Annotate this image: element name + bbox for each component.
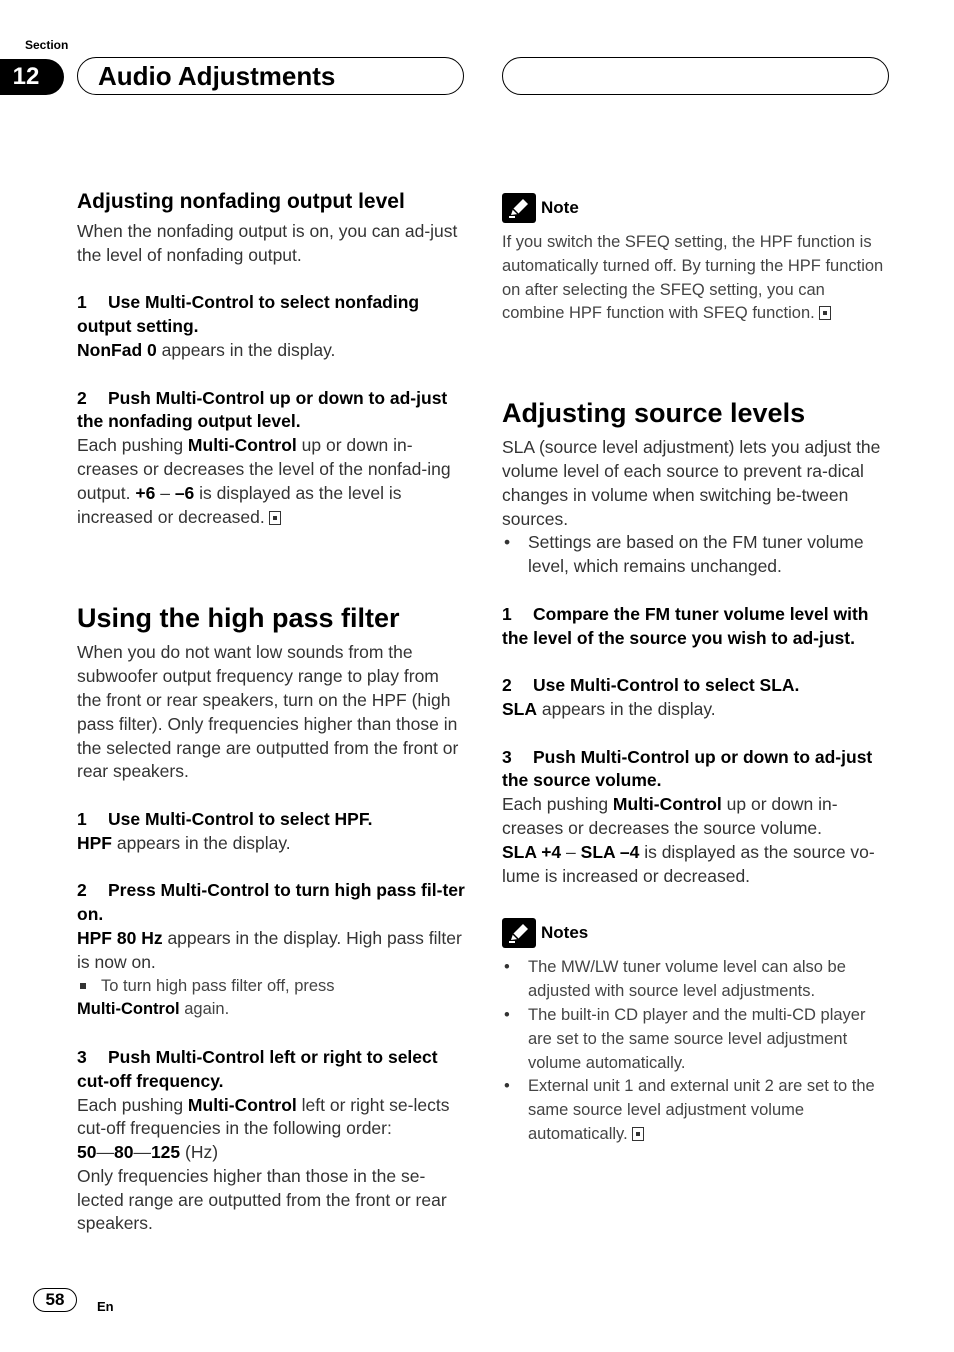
sla-heading: Adjusting source levels	[502, 398, 806, 429]
end-of-section-icon	[269, 511, 281, 525]
nonfading-step-1: 1 Use Multi-Control to select nonfading output setting.	[77, 292, 420, 337]
section-title-pill	[77, 57, 464, 95]
sla-bullets	[502, 531, 890, 579]
sla-step-3-body: Each pushing Multi-Control up or down in-creases or decreases the source volume.	[502, 794, 838, 838]
hpf-step-3-tail: Only frequencies higher than those in the se-lected range are outputted from the front or rear speakers.	[77, 1165, 447, 1234]
notes-list	[502, 956, 890, 1146]
hpf-step-2-subnote-cont: Multi-Control again.	[77, 1000, 230, 1019]
hpf-step-2-subnote: To turn high pass filter off, press	[77, 975, 465, 999]
hpf-intro: When you do not want low sounds from the subwoofer output frequency range to play from the front or rear speakers, turn on the HPF (high pass filter). Only frequencies higher than those in the selected range are outputted from the front or rear speakers.	[77, 642, 459, 782]
sla-step-2: 2 Use Multi-Control to select SLA.	[502, 675, 800, 696]
hpf-step-2-body: HPF 80 Hz appears in the display. High pass filter is now on.	[77, 927, 462, 972]
notes-header	[502, 918, 890, 948]
hpf-frequency-order: 50—80—125 (Hz)	[77, 1142, 219, 1163]
hpf-step-1: 1 Use Multi-Control to select HPF.	[77, 808, 373, 829]
hpf-heading: Using the high pass filter	[77, 603, 400, 634]
note-header	[502, 193, 890, 223]
section-title: Audio Adjustments	[98, 60, 336, 91]
hpf-step-3-body: Each pushing Multi-Control left or right se-lects cut-off frequencies in the following order:	[77, 1094, 450, 1139]
hpf-step-3: 3 Push Multi-Control left or right to select cut-off frequency.	[77, 1046, 438, 1091]
hpf-step-2: 2 Press Multi-Control to turn high pass fil-ter on.	[77, 880, 465, 925]
note-label: Note	[541, 198, 579, 218]
sla-step-2-body: SLA appears in the display.	[502, 698, 716, 719]
language-code: En	[97, 1299, 114, 1314]
list-item: • The MW/LW tuner volume level can also be adjusted with source level adjustments.	[502, 956, 890, 1004]
sla-intro: SLA (source level adjustment) lets you adjust the volume level of each source to prevent ra-dical changes in volume when switching be-tween sources.	[502, 437, 881, 529]
hpf-step-1-body: HPF appears in the display.	[77, 832, 291, 853]
sla-step-1: 1 Compare the FM tuner volume level with the level of the source you wish to ad-just.	[502, 603, 869, 648]
section-label: Section	[25, 38, 69, 52]
list-item: • External unit 1 and external unit 2 are set to the same source level adjustment volume automatically.	[502, 1075, 890, 1146]
page-number: 58	[33, 1288, 77, 1312]
right-column	[502, 193, 890, 1147]
notes-label: Notes	[541, 923, 589, 943]
left-column	[77, 188, 465, 1236]
list-item: • The built-in CD player and the multi-CD player are set to the same source level adjustment volume automatically.	[502, 1004, 890, 1075]
end-of-section-icon	[632, 1127, 644, 1141]
nonfading-intro: When the nonfading output is on, you can ad-just the level of nonfading output.	[77, 221, 458, 265]
pencil-note-icon	[502, 918, 536, 948]
end-of-section-icon	[819, 306, 831, 320]
nonfading-step-2-body: Each pushing Multi-Control up or down in-creases or decreases the level of the nonfad-ing output. +6 – –6 is displayed as the level is increased or decreased.	[77, 435, 451, 527]
sla-step-3: 3 Push Multi-Control up or down to ad-just the source volume.	[502, 746, 873, 791]
list-item: • Settings are based on the FM tuner volume level, which remains unchanged.	[502, 531, 890, 579]
sla-step-3-tail: SLA +4 – SLA –4 is displayed as the source vo-lume is increased or decreased.	[502, 841, 875, 886]
pencil-note-icon	[502, 193, 536, 223]
nonfading-step-2: 2 Push Multi-Control up or down to ad-just the nonfading output level.	[77, 387, 448, 432]
nonfading-heading: Adjusting nonfading output level	[77, 190, 405, 213]
header-empty-pill	[502, 57, 889, 95]
note-text: If you switch the SFEQ setting, the HPF function is automatically turned off. By turning the HPF function on after selecting the SFEQ setting, you can combine HPF function with SFEQ function.	[502, 233, 884, 323]
nonfading-step-1-body: NonFad 0 appears in the display.	[77, 339, 336, 360]
section-number-badge: 12	[0, 59, 64, 95]
